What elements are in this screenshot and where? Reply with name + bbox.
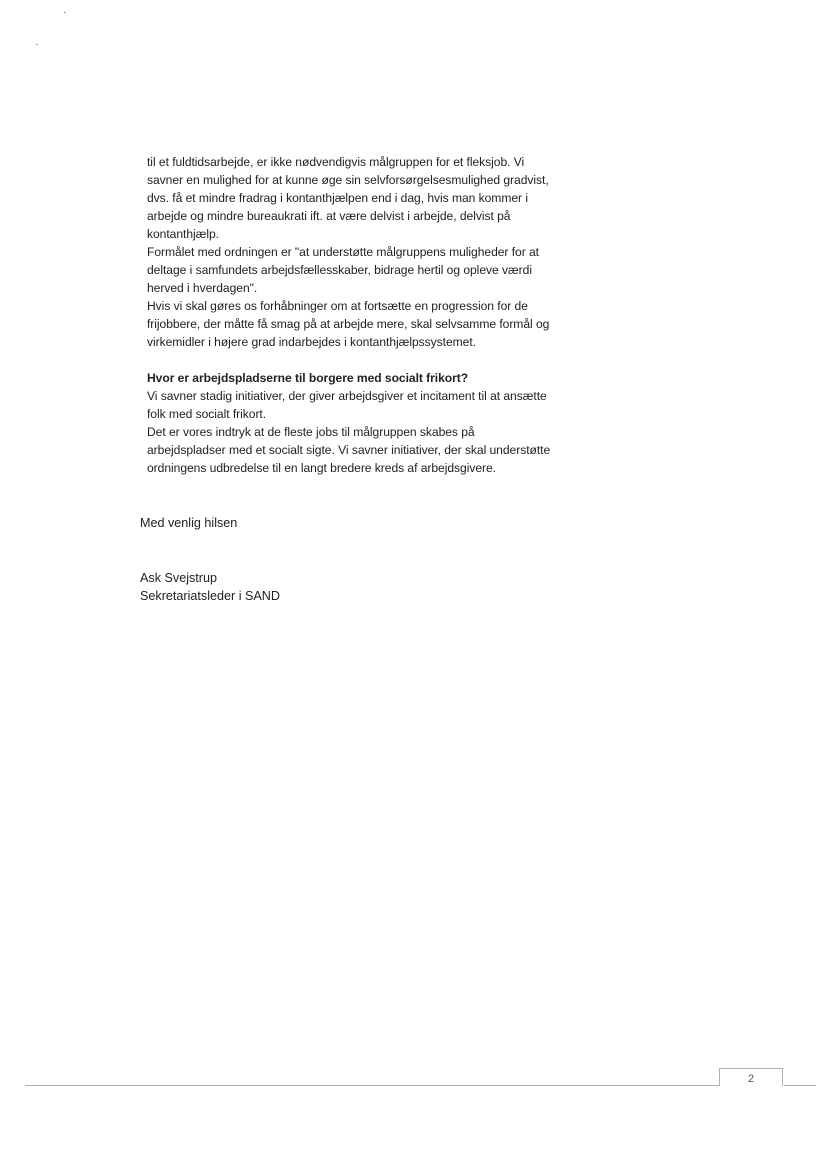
- text-line: Formålet med ordningen er "at understøtte målgruppens muligheder for at: [147, 245, 539, 259]
- footer-rule: [784, 1085, 816, 1086]
- footer-rule: [25, 1085, 720, 1086]
- text-line: arbejde og mindre bureaukrati ift. at være delvist i arbejde, delvist på: [147, 209, 511, 223]
- text-line: dvs. få et mindre fradrag i kontanthjælpen end i dag, hvis man kommer i: [147, 191, 528, 205]
- signer-title: Sekretariatsleder i SAND: [140, 589, 280, 603]
- page-number: 2: [747, 1073, 755, 1085]
- text-line: til et fuldtidsarbejde, er ikke nødvendigvis målgruppen for et fleksjob. Vi: [147, 155, 525, 169]
- signature-block: [140, 569, 280, 605]
- text-line: deltage i samfundets arbejdsfællesskaber, bidrage hertil og opleve værdi: [147, 263, 532, 277]
- text-line: savner en mulighed for at kunne øge sin selvforsørgelsesmulighed gradvist,: [147, 173, 549, 187]
- text-line: Hvis vi skal gøres os forhåbninger om at fortsætte en progression for de: [147, 299, 528, 313]
- letter-body: [147, 153, 597, 477]
- paragraph-ordinance-goals: [147, 153, 597, 351]
- text-line: Det er vores indtryk at de fleste jobs til målgruppen skabes på: [147, 425, 475, 439]
- text-line: ordningens udbredelse til en langt bredere kreds af arbejdsgivere.: [147, 461, 496, 475]
- text-line: herved i hverdagen".: [147, 281, 258, 295]
- text-line: frijobbere, der måtte få smag på at arbejde mere, skal selvsamme formål og: [147, 317, 550, 331]
- text-line: arbejdspladser med et socialt sigte. Vi savner initiativer, der skal understøtte: [147, 443, 551, 457]
- text-line: kontanthjælp.: [147, 227, 219, 241]
- text-line: folk med socialt frikort.: [147, 407, 267, 421]
- text-line: Vi savner stadig initiativer, der giver arbejdsgiver et incitament til at ansætte: [147, 389, 547, 403]
- section-heading: Hvor er arbejdspladserne til borgere med socialt frikort?: [147, 371, 469, 385]
- signer-name: Ask Svejstrup: [140, 571, 217, 585]
- page-number-box: [719, 1068, 783, 1086]
- text-line: virkemidler i højere grad indarbejdes i kontanthjælpssystemet.: [147, 335, 476, 349]
- scan-speck: [36, 44, 38, 45]
- closing-salutation: Med venlig hilsen: [140, 516, 238, 530]
- scan-speck: [64, 12, 66, 13]
- paragraph-workplaces: [147, 387, 597, 477]
